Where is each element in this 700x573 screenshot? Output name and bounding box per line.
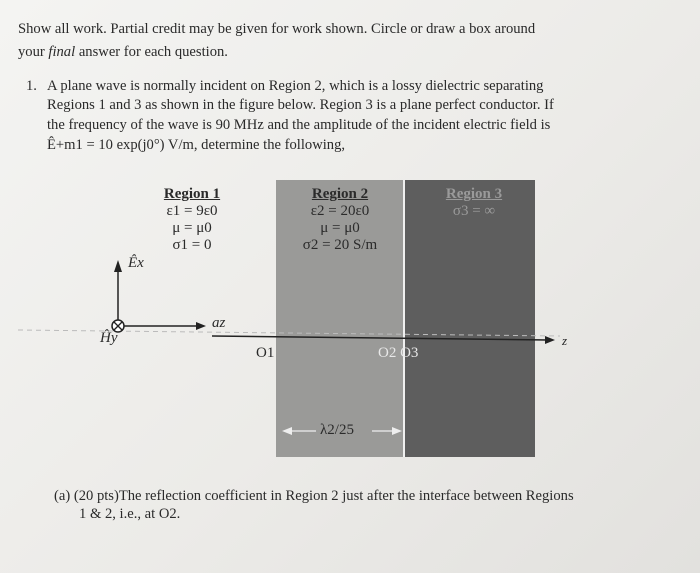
- region-3-sigma: σ3 = ∞: [452, 203, 496, 219]
- lambda-label: λ2/25: [320, 422, 354, 438]
- part-a-line-1: (a) (20 pts)The reflection coefficient in Region 2 just after the interface between Regions: [54, 488, 574, 504]
- region-2-mu: μ = μ0: [320, 220, 360, 236]
- region-2-sigma: σ2 = 20 S/m: [302, 237, 378, 253]
- problem-line-2: Regions 1 and 3 as shown in the figure below. Region 3 is a plane perfect conductor. If: [47, 97, 554, 113]
- z-axis-label: z: [562, 333, 568, 348]
- instructions-emphasis: final: [48, 44, 76, 60]
- region-3-label: [432, 186, 516, 220]
- instructions-line-1: Show all work. Partial credit may be given for work shown. Circle or draw a box around: [18, 21, 536, 37]
- region-1-sigma: σ1 = 0: [172, 237, 212, 253]
- region-2-eps: ε2 = 20ε0: [310, 203, 370, 219]
- region-2-label: [286, 186, 394, 254]
- problem-line-3: the frequency of the wave is 90 MHz and the amplitude of the incident electric field is: [47, 117, 551, 133]
- region-1-title: Region 1: [163, 186, 221, 202]
- instructions-text-end: answer for each question.: [75, 44, 228, 60]
- region-1-eps: ε1 = 9ε0: [166, 203, 218, 219]
- region-2-title: Region 2: [311, 186, 369, 202]
- region-1-label: [150, 186, 234, 254]
- region-1-mu: μ = μ0: [172, 220, 212, 236]
- problem-line-1: A plane wave is normally incident on Region 2, which is a lossy dielectric separating: [47, 78, 544, 94]
- o2-o3-label: O2 O3: [378, 345, 419, 361]
- problem-line-4: Ê+m1 = 10 exp(j0°) V/m, determine the following,: [47, 137, 346, 153]
- hy-label: Ĥy: [100, 330, 118, 346]
- az-label: az: [212, 315, 226, 331]
- problem-number: 1.: [26, 78, 37, 94]
- instructions-text: your: [18, 44, 49, 60]
- part-a-line-2: 1 & 2, i.e., at O2.: [79, 506, 181, 522]
- ex-label: Êx: [128, 255, 144, 271]
- o1-label: O1: [256, 345, 275, 361]
- region-3-title: Region 3: [445, 186, 503, 202]
